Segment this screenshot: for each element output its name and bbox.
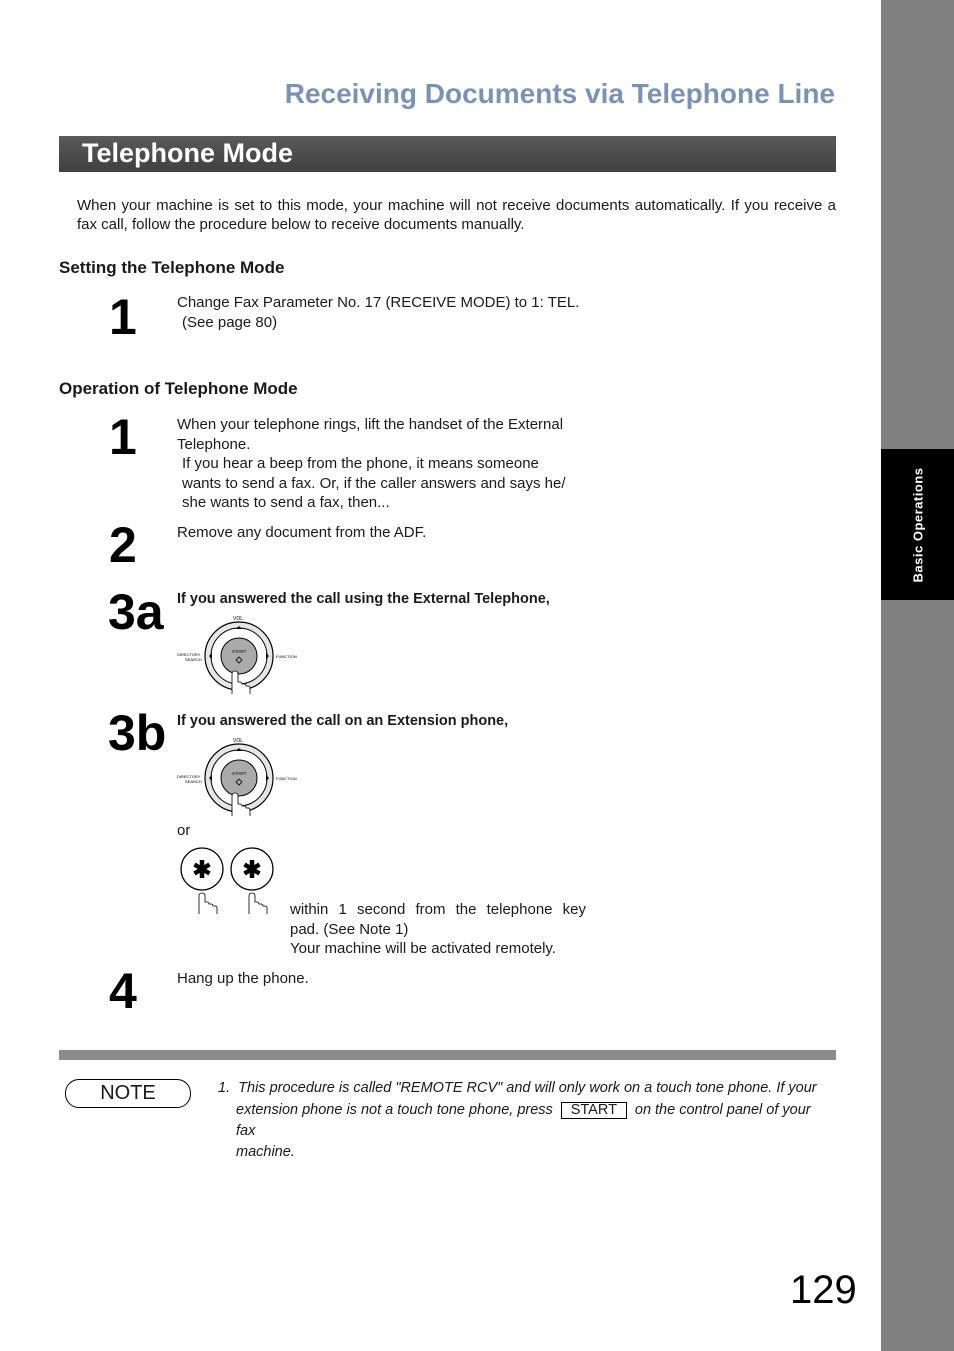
section-title: Telephone Mode xyxy=(82,138,294,168)
vol-label: VOL xyxy=(233,738,244,744)
step-3b-line-2: pad. (See Note 1) xyxy=(290,920,409,938)
step-3a-text: If you answered the call using the External Telephone, xyxy=(177,591,550,607)
note-line-2b: on the control panel of your fax xyxy=(236,1102,811,1139)
note-line-1-text: This procedure is called "REMOTE RCV" and will only work on a touch tone phone. If your xyxy=(238,1080,817,1096)
start-key[interactable] xyxy=(221,760,257,796)
star-key-1[interactable] xyxy=(181,848,223,890)
note-text xyxy=(218,1077,833,1163)
note-line-1 xyxy=(218,1077,833,1100)
step-3b-line-3: Your machine will be activated remotely. xyxy=(290,940,556,957)
setting-line-1: Change Fax Parameter No. 17 (RECEIVE MODE) to 1: TEL. xyxy=(177,294,580,311)
setting-heading: Setting the Telephone Mode xyxy=(59,258,285,277)
step-1-line-4: wants to send a fax. Or, if the caller answers and says he/ xyxy=(182,474,566,492)
search-label: SEARCH xyxy=(185,779,202,784)
step-2-number: 2 xyxy=(109,517,137,573)
star-keys-illustration xyxy=(176,844,278,916)
start-key[interactable] xyxy=(221,638,257,674)
start-key-label: START xyxy=(232,649,247,654)
function-label: FUNCTION xyxy=(276,776,297,781)
pointing-hand-icon xyxy=(249,893,267,914)
note-line-2a: extension phone is not a touch tone phone, press xyxy=(236,1102,553,1118)
pointing-hand-icon xyxy=(199,893,217,914)
setting-step-number: 1 xyxy=(109,289,137,345)
note-badge: NOTE xyxy=(65,1079,191,1108)
step-1-text xyxy=(177,415,566,513)
step-2-text: Remove any document from the ADF. xyxy=(177,524,427,541)
chapter-tab-label: Basic Operations xyxy=(910,467,925,582)
chapter-tab[interactable] xyxy=(881,449,954,600)
start-key-inline: START xyxy=(561,1102,627,1119)
step-3b-line-1: within 1 second from the telephone key xyxy=(290,901,586,918)
or-text: or xyxy=(177,822,191,839)
chapter-title: Receiving Documents via Telephone Line xyxy=(284,78,835,109)
step-1-line-5: she wants to send a fax, then... xyxy=(182,494,390,511)
note-line-2 xyxy=(218,1100,833,1142)
operation-heading: Operation of Telephone Mode xyxy=(59,379,298,398)
start-key-label: START xyxy=(232,771,247,776)
note-number: 1. xyxy=(218,1080,231,1096)
note-divider xyxy=(59,1050,836,1060)
setting-step-text xyxy=(177,293,579,332)
step-1-line-1: When your telephone rings, lift the handset of the External xyxy=(177,416,564,433)
step-3a-number: 3a xyxy=(108,584,164,640)
star-key-2[interactable] xyxy=(231,848,273,890)
search-label: SEARCH xyxy=(185,657,202,662)
directory-label: DIRECTORY xyxy=(177,652,201,657)
directory-label: DIRECTORY xyxy=(177,774,201,779)
step-3b-text: If you answered the call on an Extension phone, xyxy=(177,713,509,729)
step-4-text: Hang up the phone. xyxy=(177,970,309,987)
step-1-number: 1 xyxy=(109,409,137,465)
vol-label: VOL xyxy=(233,616,244,622)
step-3b-remote-text xyxy=(290,900,586,959)
step-4-number: 4 xyxy=(109,963,137,1019)
step-3b-number: 3b xyxy=(108,705,167,761)
setting-line-2: (See page 80) xyxy=(182,313,278,331)
sidebar xyxy=(881,0,954,1351)
start-button-panel-illustration-3b xyxy=(176,734,302,816)
start-button-panel-illustration-3a xyxy=(176,612,302,694)
step-1-line-2: Telephone. xyxy=(177,435,251,453)
section-bar xyxy=(59,136,836,172)
step-1-line-3: If you hear a beep from the phone, it means someone xyxy=(182,455,539,472)
note-line-3: machine. xyxy=(236,1144,295,1160)
function-label: FUNCTION xyxy=(276,654,297,659)
page-number: 129 xyxy=(790,1268,857,1312)
intro-paragraph: When your machine is set to this mode, your machine will not receive documents automatically. If you receive a fax call, follow the procedure below to receive documents manually. xyxy=(77,197,836,233)
